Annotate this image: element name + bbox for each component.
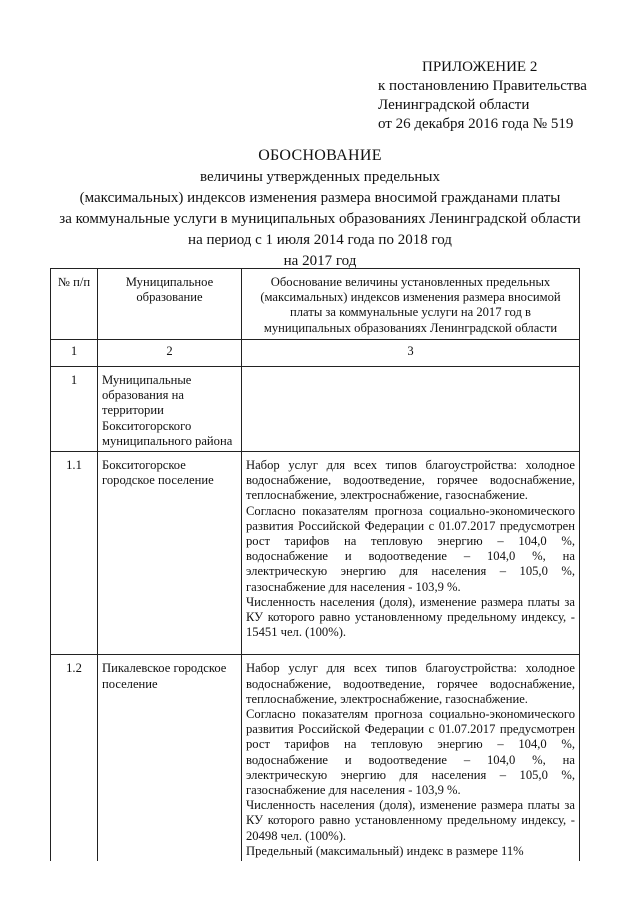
- heading-title: ОБОСНОВАНИЕ: [258, 147, 382, 164]
- tariff-forecast-text: Согласно показателям прогноза социально-экономического развития Российской Федерации с 01.07.2017 предусмотрен рост тарифов на тепловую энергию – 104,0 %, водоснабжение и водоотведение – 104,0 %, на электрическую энергию для населения – 105,0 %, газоснабжение для населения - 103,9 %.: [246, 707, 575, 798]
- header-justification: Обоснование величины установленных предельных (максимальных) индексов изменения размера вносимой платы за коммунальные услуги на 2017 год в муниципальных образованиях Ленинградской области: [242, 269, 580, 340]
- table-header-row: [51, 269, 580, 340]
- service-set-text: Набор услуг для всех типов благоустройства: холодное водоснабжение, водоотведение, горячее водоснабжение, теплоснабжение, электроснабжение, газоснабжение.: [246, 458, 575, 503]
- table-number-row: [51, 340, 580, 367]
- population-text: Численность населения (доля), изменение размера платы за КУ которого равно установленному предельному индексу, - 20498 чел. (100%).: [246, 798, 575, 843]
- justification-table: [50, 268, 580, 861]
- col-number-1: 1: [51, 340, 98, 367]
- row-municipality: Муниципальные образования на территории Бокситогорского муниципального района: [98, 367, 242, 452]
- heading-line-1: величины утвержденных предельных: [199, 169, 441, 185]
- appendix-line-4: от 26 декабря 2016 года № 519: [378, 116, 574, 132]
- row-municipality: Пикалевское городское поселение: [98, 655, 242, 861]
- header-num: № п/п: [51, 269, 98, 340]
- row-num: 1.2: [51, 655, 98, 861]
- row-justification: [242, 655, 580, 861]
- population-text: Численность населения (доля), изменение размера платы за КУ которого равно установленному предельному индексу, - 15451 чел. (100%).: [246, 594, 575, 640]
- heading-line-3: за коммунальные услуги в муниципальных образованиях Ленинградской области: [59, 211, 581, 227]
- heading-line-2: (максимальных) индексов изменения размера вносимой гражданами платы: [79, 190, 561, 206]
- heading-line-5: на 2017 год: [283, 253, 357, 269]
- row-num: 1: [51, 367, 98, 452]
- row-justification: [242, 452, 580, 655]
- row-num: 1.1: [51, 452, 98, 655]
- row-justification: [242, 367, 580, 452]
- table-row: [51, 452, 580, 655]
- col-number-3: 3: [242, 340, 580, 367]
- appendix-block: [378, 58, 587, 134]
- table-row: [51, 367, 580, 452]
- tariff-forecast-text: Согласно показателям прогноза социально-экономического развития Российской Федерации с 01.07.2017 предусмотрен рост тарифов на тепловую энергию – 104,0 %, водоснабжение и водоотведение – 104,0 %, на электрическую энергию для населения – 105,0 %, газоснабжение для населения - 103,9 %.: [246, 503, 575, 594]
- col-number-2: 2: [98, 340, 242, 367]
- appendix-title: ПРИЛОЖЕНИЕ 2: [422, 59, 538, 75]
- service-set-text: Набор услуг для всех типов благоустройства: холодное водоснабжение, водоотведение, горячее водоснабжение, теплоснабжение, электроснабжение, газоснабжение.: [246, 661, 575, 706]
- document-heading: [0, 145, 640, 272]
- max-index-text: Предельный (максимальный) индекс в размере 11%: [246, 843, 524, 858]
- appendix-line-3: Ленинградской области: [378, 97, 530, 113]
- header-municipality: Муниципальное образование: [98, 269, 242, 340]
- table-row: [51, 655, 580, 861]
- heading-line-4: на период с 1 июля 2014 года по 2018 год: [188, 232, 452, 248]
- row-municipality: Бокситогорское городское поселение: [98, 452, 242, 655]
- appendix-line-2: к постановлению Правительства: [378, 78, 587, 94]
